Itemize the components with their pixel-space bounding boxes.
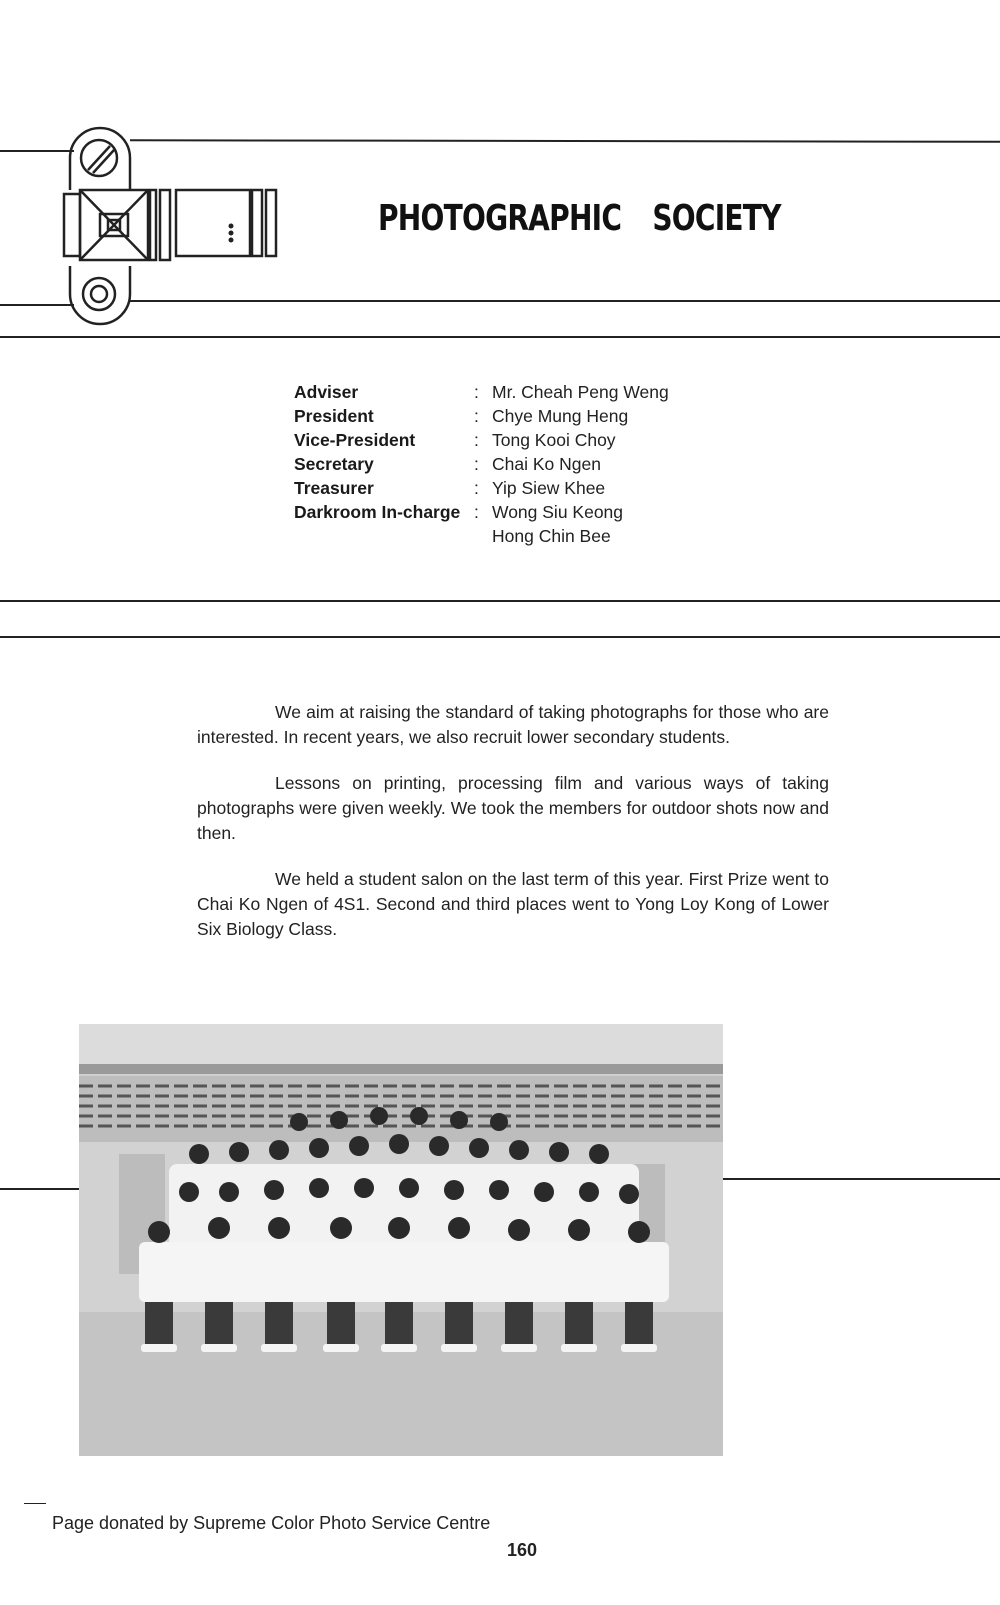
paragraph: We held a student salon on the last term of this year. First Prize went to Chai Ko Ngen of 4S1. Second and third places went to Yong Loy Kong of Lower Six Biology Class. [197,869,829,939]
officer-colon: : [474,406,479,426]
page-title [378,198,781,239]
officer-row [294,404,669,428]
officer-name: Yip Siew Khee [492,478,606,498]
title-word-1: PHOTOGRAPHIC [378,198,622,239]
group-photo-image [79,1024,723,1456]
page-number: 160 [507,1540,538,1560]
rule-header-bottom [0,336,1000,338]
rule-photo-right [723,1178,1000,1180]
officer-role: President [294,406,374,426]
officer-row [294,452,669,476]
officer-name: Mr. Cheah Peng Weng [492,382,669,402]
rule-photo-left [0,1188,79,1190]
officer-name: Wong Siu Keong [492,502,624,522]
officer-colon: : [474,478,479,498]
footer-donation-note: Page donated by Supreme Color Photo Service Centre [52,1513,491,1533]
footer-dash [24,1503,46,1504]
group-photo [79,1024,723,1456]
rule-officers-bottom-2 [0,636,1000,638]
camera-icon [60,118,280,336]
paragraph: We aim at raising the standard of taking photographs for those who are interested. In recent years, we also recruit lower secondary students. [197,702,829,747]
officer-name: Chai Ko Ngen [492,454,601,474]
officer-colon: : [474,502,479,522]
officer-name: Chye Mung Heng [492,406,629,426]
paragraph: Lessons on printing, processing film and various ways of taking photographs were given weekly. We took the members for outdoor shots now and then. [197,773,829,843]
officer-role: Darkroom In-charge [294,502,461,522]
rule-officers-bottom [0,600,1000,602]
officer-colon: : [474,382,479,402]
officer-row [294,380,669,404]
officer-role: Treasurer [294,478,374,498]
officer-row [294,500,669,548]
officer-colon: : [474,430,479,450]
officer-row [294,476,669,500]
officer-name: Tong Kooi Choy [492,430,616,450]
officer-name: Hong Chin Bee [492,526,611,546]
title-word-2: SOCIETY [652,198,781,239]
body-text [197,700,829,963]
officer-role: Vice-President [294,430,416,450]
officer-row [294,428,669,452]
officer-role: Secretary [294,454,374,474]
officer-role: Adviser [294,382,359,402]
officers-list [294,380,669,548]
officer-colon: : [474,454,479,474]
